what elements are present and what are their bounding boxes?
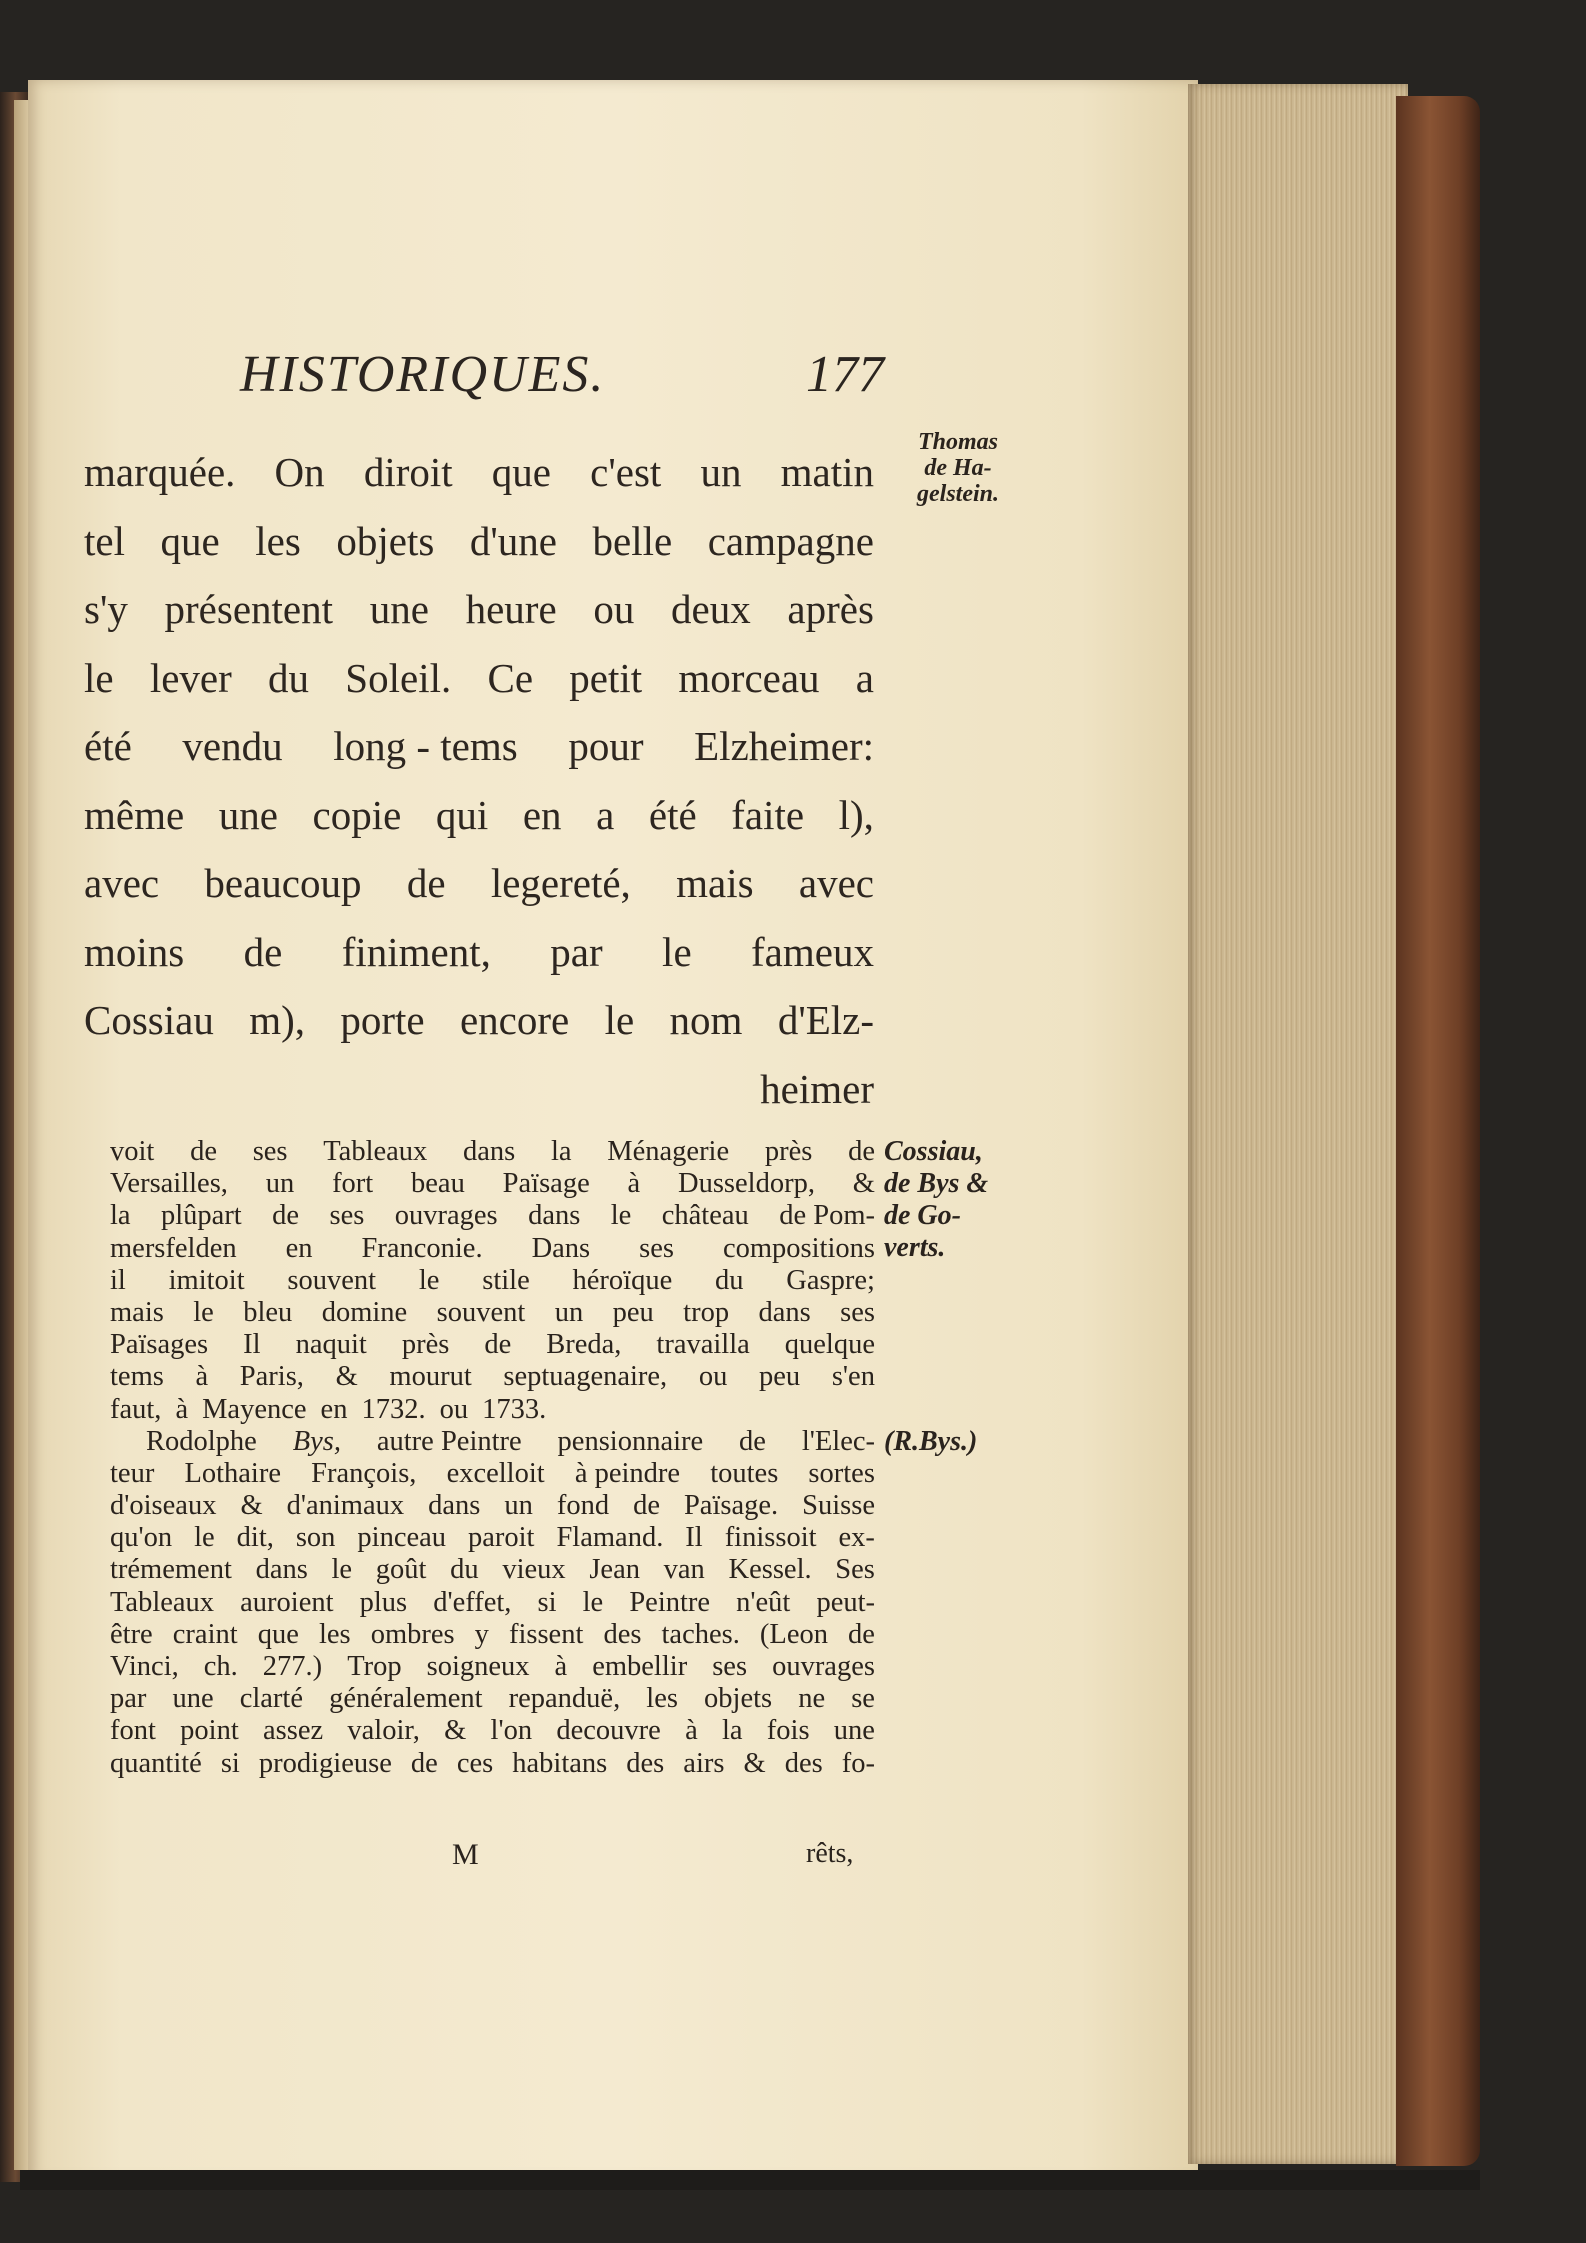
catchword: rêts, [806, 1838, 854, 1869]
main-text-line [84, 986, 874, 1055]
word: Paris, [239, 1361, 304, 1393]
word: faut, [110, 1393, 162, 1425]
word: dans [428, 1490, 481, 1522]
word: excelloit [446, 1457, 545, 1489]
word: habitans [512, 1747, 608, 1779]
word: par [550, 928, 603, 975]
main-text-line [84, 507, 874, 576]
word: a [596, 791, 615, 838]
footnote-line [110, 1394, 875, 1426]
word: de Pom- [779, 1200, 875, 1232]
word: ouvrages [772, 1651, 875, 1682]
word: marquée. [84, 449, 236, 495]
word: legereté, [490, 860, 631, 906]
word: d'Elz- [777, 997, 874, 1043]
word: Dans [531, 1232, 591, 1264]
word: si [537, 1586, 557, 1618]
word: qui [435, 791, 489, 838]
word: airs [683, 1747, 725, 1779]
word: Soleil. [345, 654, 452, 701]
footnote-line [110, 1361, 875, 1393]
word: naquit [295, 1329, 367, 1361]
footnote-line [110, 1490, 875, 1522]
word: des [784, 1747, 823, 1779]
word: sortes [808, 1457, 875, 1489]
word: à [554, 1651, 568, 1682]
word: les [318, 1618, 351, 1650]
main-text-line [84, 849, 874, 918]
word: le [193, 1296, 214, 1328]
word: copie [312, 791, 402, 838]
word: que [491, 449, 551, 495]
word: la [721, 1715, 743, 1747]
footnote-block [110, 1136, 875, 1780]
word: Dusseldorp, [678, 1168, 815, 1200]
word: de [633, 1490, 660, 1522]
word: teur [110, 1457, 155, 1489]
word: prodigieuse [258, 1747, 392, 1779]
word: de [848, 1618, 875, 1650]
word: dans [463, 1136, 516, 1167]
word: généralement [329, 1683, 483, 1715]
word: ou [439, 1393, 469, 1425]
word: plus [359, 1586, 408, 1618]
word: Flamand. [556, 1522, 664, 1554]
word: le [194, 1522, 215, 1554]
word: goût [375, 1554, 427, 1586]
word: ne [798, 1683, 826, 1715]
main-text-line [84, 781, 874, 850]
word: le [662, 928, 692, 975]
word: Suisse [802, 1490, 875, 1522]
word: en [320, 1393, 348, 1425]
footnote-margin-cossiau: Cossiau, [884, 1136, 983, 1167]
word: du [715, 1264, 744, 1296]
word: 1732. [361, 1393, 426, 1425]
word: Vinci, [110, 1651, 179, 1682]
word: à [175, 1393, 189, 1425]
word: finissoit [724, 1522, 817, 1554]
word: belle [592, 517, 673, 564]
word: vendu [182, 723, 283, 769]
word: toutes [710, 1457, 779, 1489]
word: beaucoup [204, 860, 362, 906]
word: & [852, 1168, 875, 1200]
word: Tableaux [323, 1136, 428, 1167]
word: septuagenaire, [503, 1361, 668, 1393]
word: moins [84, 928, 185, 975]
word: soigneux [426, 1651, 530, 1682]
footnote-line [110, 1554, 875, 1586]
signature-mark: M [452, 1838, 479, 1871]
word: le [84, 654, 114, 701]
footnote-line [110, 1297, 875, 1329]
word: Peintre [629, 1586, 711, 1618]
word: Jean [589, 1554, 640, 1586]
word: Bys, [292, 1425, 341, 1457]
word: son [295, 1522, 336, 1554]
word: l), [838, 791, 874, 838]
word: ombres [370, 1618, 455, 1650]
word: dans [528, 1200, 581, 1232]
footnote-line [110, 1522, 875, 1554]
word: peu [759, 1361, 801, 1393]
word: de [410, 1747, 438, 1779]
word: que [257, 1618, 299, 1650]
word: fissent [508, 1618, 584, 1650]
main-text-line [84, 438, 874, 507]
word: embellir [592, 1651, 688, 1682]
word: Rodolphe [146, 1425, 257, 1457]
word: van [663, 1554, 705, 1586]
footnote-margin-dego: de Go- [884, 1200, 961, 1231]
word: mais [110, 1296, 164, 1328]
word: & [444, 1715, 467, 1747]
word: du [268, 654, 310, 701]
word: heimer [760, 1065, 874, 1112]
footnote-line [110, 1715, 875, 1747]
word: Mayence [202, 1393, 307, 1425]
word: & [743, 1747, 766, 1779]
word: fo- [841, 1747, 875, 1779]
word: même [84, 791, 185, 838]
footnote-line [110, 1426, 875, 1458]
word: de [243, 928, 283, 975]
footnote-line [110, 1619, 875, 1651]
word: une [833, 1715, 875, 1747]
word: ses [712, 1651, 748, 1682]
word: Lothaire [184, 1457, 281, 1489]
word: valoir, [347, 1715, 420, 1747]
main-text-line [84, 575, 874, 644]
word: le [418, 1264, 440, 1296]
word: repanduë, [508, 1683, 621, 1715]
footnote-line [110, 1329, 875, 1361]
word: de [848, 1136, 875, 1167]
word: ses [329, 1200, 365, 1232]
word: un [265, 1168, 295, 1200]
word: la [550, 1136, 572, 1167]
word: ouvrages [394, 1200, 498, 1232]
word: Païsage [502, 1168, 590, 1200]
page-fore-edge [1188, 84, 1408, 2164]
main-text-line [84, 1055, 874, 1124]
word: diroit [363, 449, 453, 495]
word: un [504, 1490, 533, 1522]
word: auroient [240, 1586, 334, 1618]
word: On [274, 449, 325, 495]
word: dans [255, 1554, 308, 1586]
word: campagne [707, 517, 874, 564]
footnote-line [110, 1200, 875, 1232]
word: une [172, 1683, 214, 1715]
word: vieux [502, 1554, 566, 1586]
word: se [851, 1683, 875, 1715]
word: c'est [590, 449, 662, 495]
word: du [450, 1554, 479, 1586]
word: plûpart [161, 1200, 242, 1232]
word: de [190, 1136, 217, 1167]
word: d'une [469, 517, 557, 564]
word: nom [669, 997, 743, 1043]
word: peu [612, 1296, 654, 1328]
word: par [110, 1683, 147, 1715]
word: pinceau [357, 1522, 447, 1554]
word: être [110, 1618, 153, 1650]
word: le [331, 1554, 353, 1586]
word: Païsage. [683, 1490, 779, 1522]
footnote-margin-verts: verts. [884, 1232, 946, 1263]
word: François, [311, 1457, 417, 1489]
word: que [160, 517, 220, 564]
word: Breda, [546, 1329, 622, 1361]
word: d'animaux [286, 1490, 405, 1522]
word: de [484, 1329, 512, 1361]
word: à peindre [574, 1457, 681, 1489]
word: quantité [110, 1747, 202, 1779]
word: l'Elec- [801, 1425, 875, 1457]
word: n'eût [736, 1586, 791, 1618]
word: matin [780, 449, 874, 495]
word: de [272, 1200, 300, 1232]
word: souvent [287, 1264, 377, 1296]
word: faite [731, 791, 805, 838]
word: à [627, 1168, 641, 1200]
running-head: HISTORIQUES. [240, 346, 606, 403]
word: Trop [347, 1651, 402, 1682]
word: tems [110, 1361, 164, 1393]
word: à [195, 1361, 209, 1393]
word: decouvre [556, 1715, 661, 1747]
footnote-line [110, 1265, 875, 1297]
word: un [700, 449, 742, 495]
word: si [220, 1747, 240, 1779]
word: mais [676, 860, 754, 906]
word: avec [798, 860, 874, 906]
footnote-line [110, 1168, 875, 1200]
word: beau [411, 1168, 465, 1200]
side-note-line: de Ha- [924, 455, 992, 481]
word: avec [84, 860, 160, 906]
word: m), [249, 997, 306, 1043]
main-text [84, 438, 874, 1123]
word: domine [321, 1296, 408, 1328]
word: des [626, 1747, 665, 1779]
word: le [610, 1200, 632, 1232]
footnote-line [110, 1651, 875, 1683]
word: en [522, 791, 562, 838]
footnote-line [110, 1136, 875, 1168]
footnote-line [110, 1233, 875, 1265]
word: après [787, 586, 874, 632]
word: fameux [751, 928, 874, 975]
word: un [554, 1296, 584, 1328]
word: pour [568, 723, 644, 769]
word: trémement [110, 1554, 232, 1586]
word: il [110, 1264, 126, 1296]
word: & [335, 1361, 358, 1393]
word: Franconie. [361, 1232, 483, 1264]
footnote-line [110, 1458, 875, 1490]
word: clarté [239, 1683, 303, 1715]
word: paroit [468, 1522, 535, 1554]
side-note-line: Thomas [917, 429, 998, 455]
word: tel [84, 517, 125, 564]
word: de [739, 1425, 766, 1457]
side-note [888, 430, 1028, 508]
word: la [110, 1200, 131, 1232]
word: ces [456, 1747, 494, 1779]
word: ses [840, 1296, 875, 1328]
word: s'y [84, 586, 128, 632]
word: dit, [236, 1522, 274, 1554]
word: s'en [831, 1361, 875, 1393]
word: petit [569, 654, 643, 701]
word: objets [704, 1683, 773, 1715]
word: taches. [661, 1618, 740, 1650]
word: les [646, 1683, 678, 1715]
word: long - tems [333, 723, 518, 769]
word: y [474, 1618, 489, 1650]
word: & [240, 1490, 263, 1522]
bottom-shadow [20, 2170, 1480, 2190]
footnote-margin-rbys: (R.Bys.) [884, 1426, 978, 1457]
word: voit [110, 1136, 155, 1167]
word: une [369, 586, 429, 632]
word: finiment, [341, 928, 491, 975]
word: près [401, 1329, 450, 1361]
word: bleu [243, 1296, 293, 1328]
word: de [406, 860, 446, 906]
word: été [648, 791, 697, 838]
word: d'effet, [433, 1586, 512, 1618]
word: morceau [678, 654, 820, 701]
side-note-line: gelstein. [917, 481, 999, 507]
word: point [180, 1715, 239, 1747]
word: les [255, 517, 301, 564]
word: mersfelden [110, 1232, 237, 1264]
word: travailla [656, 1329, 750, 1361]
word: fort [332, 1168, 374, 1200]
word: objets [336, 517, 435, 564]
word: été [84, 723, 132, 769]
word: ex- [838, 1522, 875, 1554]
word: heure [465, 586, 557, 632]
word: l'on [490, 1715, 533, 1747]
word: autre Peintre [376, 1425, 522, 1457]
word: ou [698, 1361, 728, 1393]
word: craint [172, 1618, 238, 1650]
word: assez [263, 1715, 324, 1747]
word: présentent [164, 586, 334, 632]
word: pensionnaire [557, 1425, 704, 1457]
main-text-line [84, 712, 874, 781]
footnote-line [110, 1748, 875, 1780]
page-number: 177 [806, 346, 884, 403]
main-text-line [84, 644, 874, 713]
word: mourut [389, 1361, 472, 1393]
word: Il [243, 1329, 261, 1361]
word: fond [556, 1490, 610, 1522]
word: d'oiseaux [110, 1490, 217, 1522]
word: une [218, 791, 278, 838]
word: Tableaux [110, 1586, 215, 1618]
word: le [582, 1586, 604, 1618]
word: ses [252, 1136, 288, 1167]
word: font [110, 1715, 156, 1747]
word: porte [340, 997, 425, 1043]
word: fois [766, 1715, 810, 1747]
word: des [603, 1618, 642, 1650]
word: château [661, 1200, 749, 1232]
word: compositions [722, 1232, 875, 1264]
footnote-margin-debys: de Bys & [884, 1168, 989, 1199]
word: dans [758, 1296, 811, 1328]
word: imitoit [168, 1264, 245, 1296]
word: peut- [816, 1586, 875, 1618]
word: a [855, 654, 874, 701]
word: Ses [835, 1554, 875, 1586]
word: Elzheimer: [694, 723, 874, 769]
word: Ce [487, 654, 534, 701]
word: souvent [436, 1296, 526, 1328]
word: trop [683, 1296, 730, 1328]
word: ou [593, 586, 635, 632]
word: Cossiau [84, 997, 214, 1043]
word: deux [671, 586, 751, 632]
word: près [764, 1136, 813, 1167]
word: stile [482, 1264, 530, 1296]
word: encore [459, 997, 570, 1043]
word: ses [639, 1232, 674, 1264]
main-text-line [84, 918, 874, 987]
word: Kessel. [728, 1554, 812, 1586]
word: héroïque [572, 1264, 673, 1296]
word: quelque [784, 1329, 875, 1361]
word: Il [685, 1522, 703, 1554]
word: Versailles, [110, 1168, 228, 1200]
word: 1733. [482, 1393, 547, 1425]
word: à [685, 1715, 698, 1747]
word: lever [149, 654, 232, 701]
back-cover [1396, 96, 1480, 2166]
word: Païsages [110, 1329, 209, 1361]
word: 277.) [262, 1651, 323, 1682]
footnote-line [110, 1683, 875, 1715]
word: ch. [203, 1651, 238, 1682]
footnote-line [110, 1587, 875, 1619]
word: Ménagerie [607, 1136, 730, 1167]
word: (Leon [759, 1618, 828, 1650]
word: qu'on [110, 1522, 173, 1554]
word: en [285, 1232, 313, 1264]
word: le [604, 997, 635, 1043]
word: Gaspre; [786, 1264, 875, 1296]
